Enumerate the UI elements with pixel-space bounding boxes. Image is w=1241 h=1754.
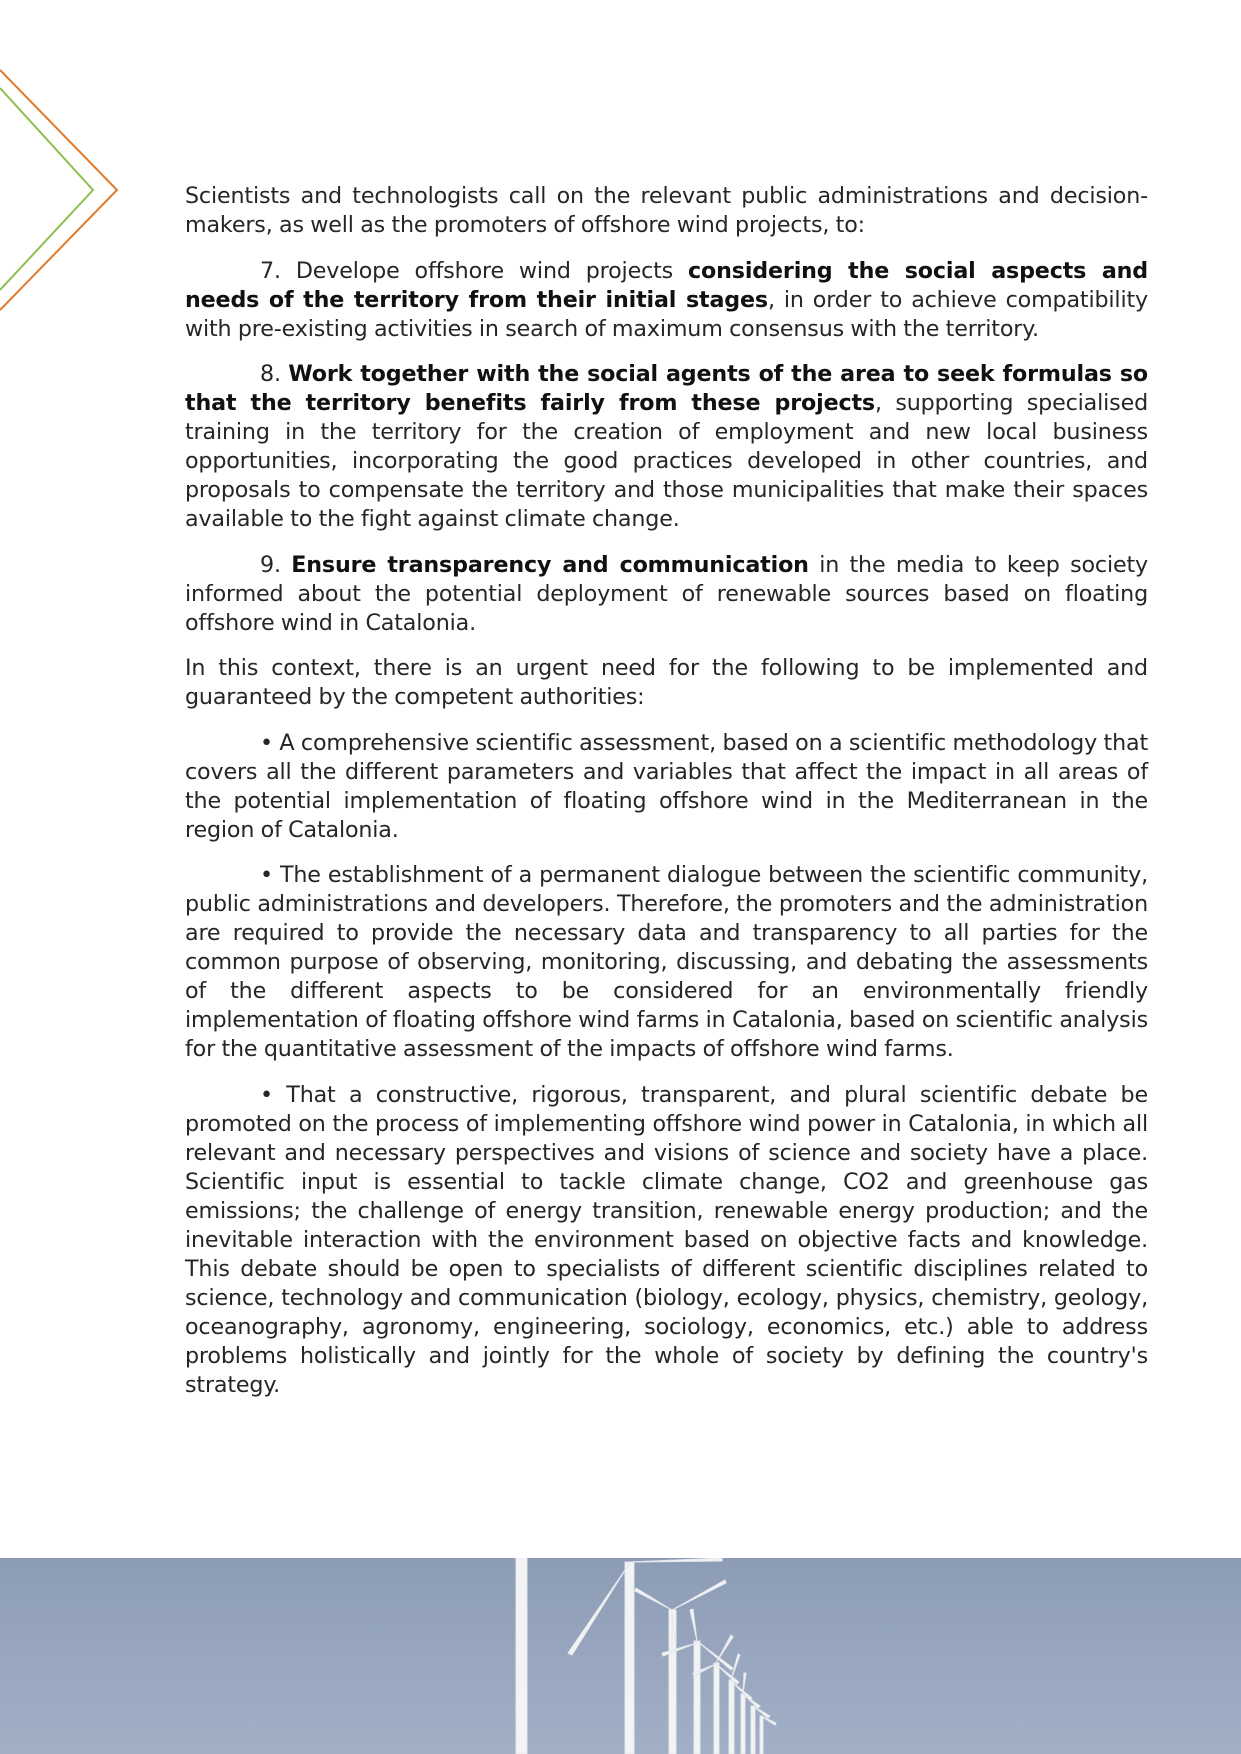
- wind-turbines-photo: [0, 1558, 1241, 1754]
- turbine-tower: [741, 1694, 745, 1754]
- turbine-tower: [714, 1663, 719, 1754]
- point-7-number: 7.: [260, 257, 281, 284]
- intro-paragraph: Scientists and technologists call on the relevant public administrations and decision-makers, as well as the promoters of offshore wind projects, to:: [185, 183, 1148, 238]
- point-7-rest: , in order to achieve compatibility with pre-existing activities in search of maximum consensus with the territory.: [185, 286, 1148, 342]
- point-7: [185, 257, 1148, 344]
- point-9-number: 9.: [260, 551, 281, 578]
- bullet-assessment: • A comprehensive scientific assessment, based on a scientific methodology that covers all the different parameters and variables that affect the impact in all areas of the potential implementation of floating offshore wind in the Mediterranean in the region of Catalonia.: [185, 729, 1148, 843]
- turbine-tower: [516, 1558, 527, 1754]
- point-9-rest: in the media to keep society informed about the potential deployment of renewable sources based on floating offshore wind in Catalonia.: [185, 551, 1149, 636]
- point-9-bold: Ensure transparency and communication: [291, 551, 809, 578]
- bullet-debate: • That a constructive, rigorous, transparent, and plural scientific debate be promoted on the process of implementing offshore wind power in Catalonia, in which all relevant and necessary perspectives and visions of science and society have a place. Scientific input is essential to tackle climate change, CO2 and greenhouse gas emissions; the challenge of energy transition, renewable energy production; and the inevitable interaction with the environment based on objective facts and knowledge. This debate should be open to specialists of different scientific disciplines related to science, technology and communication (biology, ecology, physics, chemistry, geology, oceanography, agronomy, engineering, sociology, economics, etc.) able to address problems holistically and jointly for the whole of society by defining the country's strategy.: [185, 1081, 1148, 1398]
- turbine-tower: [729, 1680, 734, 1754]
- turbine-tower: [751, 1706, 755, 1754]
- bullet-dialogue: • The establishment of a permanent dialogue between the scientific community, public administrations and developers. Therefore, the promoters and the administration are required to provide the necessary data and transparency to all parties for the common purpose of observing, monitoring, discussing, and debating the assessments of the different aspects to be considered for an environmentally friendly implementation of floating offshore wind farms in Catalonia, based on scientific analysis for the quantitative assessment of the impacts of offshore wind farms.: [185, 862, 1148, 1062]
- context-paragraph: In this context, there is an urgent need for the following to be implemented and guaranteed by the competent authorities:: [185, 655, 1148, 710]
- point-7-bold: considering the social aspects and needs of the territory from their initial stages: [185, 257, 1149, 313]
- point-8-number: 8.: [260, 361, 281, 387]
- turbine-tower: [694, 1641, 700, 1754]
- point-8-rest: , supporting specialised training in the territory for the creation of employment and new local business opportunities, incorporating the good practices developed in other countries, and proposals to compensate the territory and those municipalities that make their spaces available to the fight against climate change.: [185, 390, 1149, 532]
- turbine-tower: [625, 1562, 634, 1754]
- point-8-bold: Work together with the social agents of the area to seek formulas so that the territory benefits fairly from these projects: [185, 361, 1148, 416]
- sky-background: [0, 1558, 1241, 1754]
- turbine-tower: [760, 1716, 763, 1754]
- body-text: [185, 182, 1148, 1416]
- corner-chevron-decoration: [0, 0, 130, 320]
- point-7-text: Develope offshore wind projects: [295, 257, 674, 284]
- point-9: [185, 551, 1148, 638]
- point-8: [185, 360, 1148, 534]
